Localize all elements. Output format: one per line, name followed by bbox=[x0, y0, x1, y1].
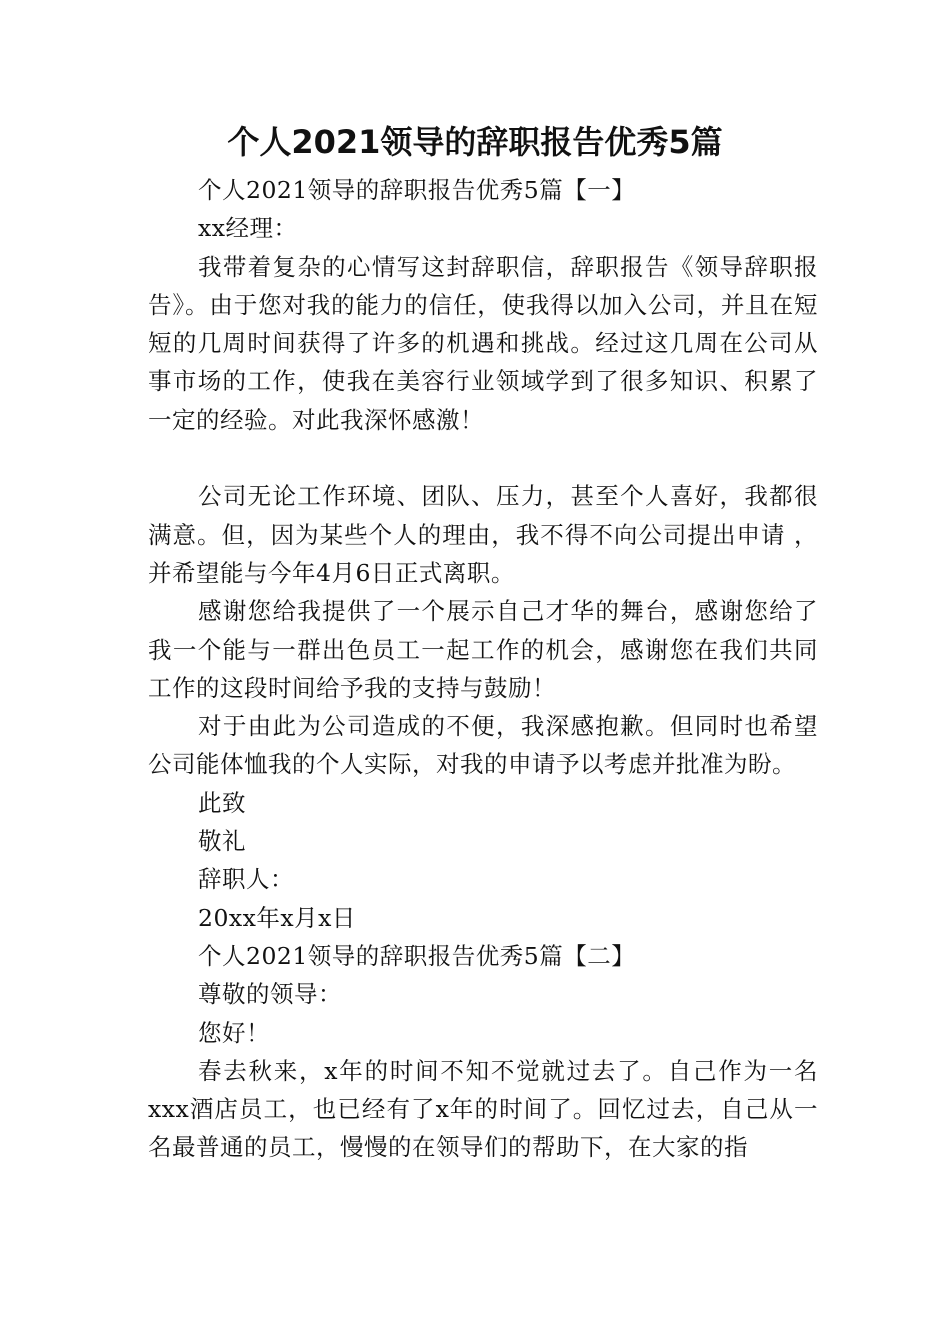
salutation: xx经理： bbox=[198, 214, 298, 243]
paragraph: 春去秋来，x年的时间不知不觉就过去了。自己作为一名xxx酒店员工，也已经有了x年的时间了。回忆过去，自己从一名最普通的员工，慢慢的在领导们的帮助下，在大家的指 bbox=[148, 1056, 818, 1162]
paragraph: 我带着复杂的心情写这封辞职信，辞职报告《领导辞职报告》。由于您对我的能力的信任，使我得以加入公司，并且在短短的几周时间获得了许多的机遇和挑战。经过这几周在公司从事市场的工作，使我在美容行业领域学到了很多知识、积累了一定的经验。对此我深怀感激！ bbox=[148, 252, 818, 434]
closing-line: 敬礼 bbox=[198, 827, 246, 856]
closing-line: 此致 bbox=[198, 788, 246, 817]
date-line: 20xx年x月x日 bbox=[198, 903, 356, 932]
section-heading-1: 个人2021领导的辞职报告优秀5篇【一】 bbox=[198, 176, 636, 204]
blank-line bbox=[148, 439, 818, 477]
document-title: 个人2021领导的辞职报告优秀5篇 bbox=[227, 123, 723, 161]
signature-label: 辞职人： bbox=[198, 865, 294, 894]
greeting: 您好！ bbox=[198, 1018, 270, 1047]
document-body bbox=[148, 171, 818, 1167]
section-heading-2: 个人2021领导的辞职报告优秀5篇【二】 bbox=[198, 941, 636, 970]
paragraph: 公司无论工作环境、团队、压力，甚至个人喜好，我都很满意。但，因为某些个人的理由，我不得不向公司提出申请 ，并希望能与今年4月6日正式离职。 bbox=[148, 482, 818, 587]
salutation: 尊敬的领导： bbox=[198, 980, 342, 1009]
paragraph: 感谢您给我提供了一个展示自己才华的舞台，感谢您给了我一个能与一群出色员工一起工作的机会，感谢您在我们共同工作的这段时间给予我的支持与鼓励！ bbox=[148, 597, 818, 702]
paragraph: 对于由此为公司造成的不便，我深感抱歉。但同时也希望公司能体恤我的个人实际，对我的申请予以考虑并批准为盼。 bbox=[148, 712, 818, 779]
